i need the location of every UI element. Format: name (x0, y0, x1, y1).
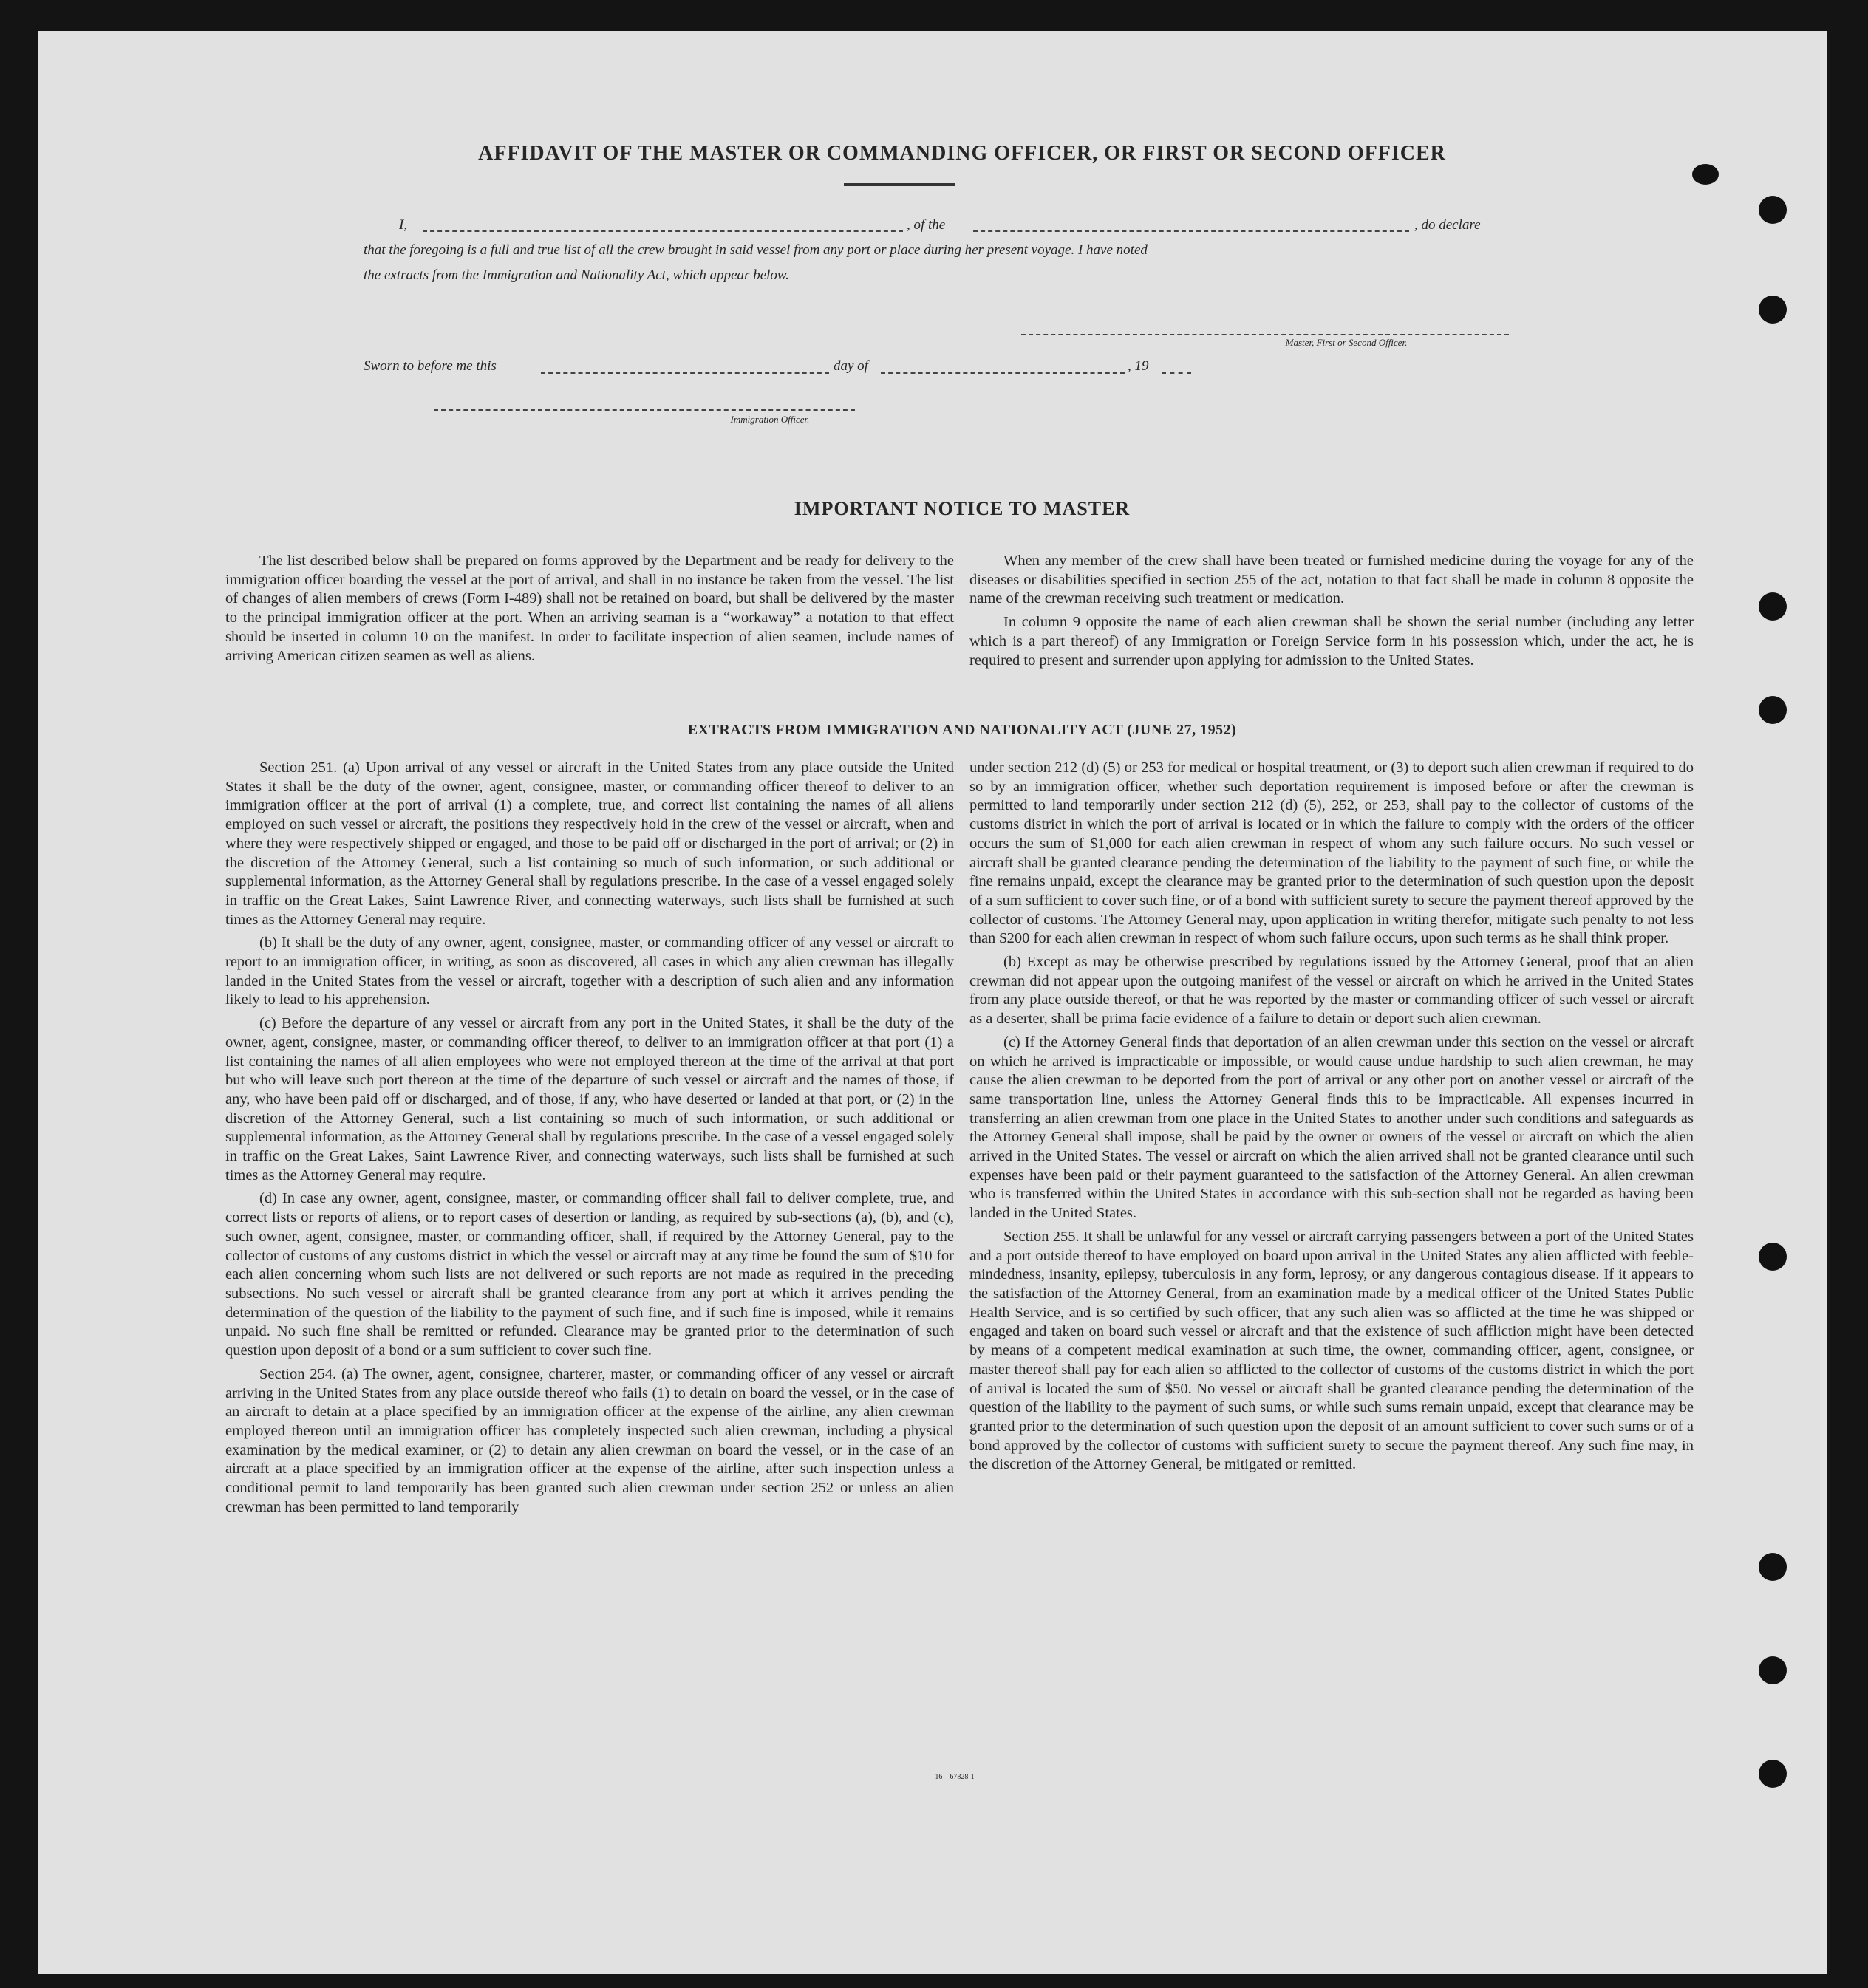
binder-hole (1759, 1243, 1787, 1271)
day-of-label: day of (834, 358, 868, 374)
extracts-right-column (969, 759, 1694, 1479)
immigration-officer-signature-field[interactable] (434, 409, 855, 411)
section-251-d: (d) In case any owner, agent, consignee, master, or commanding officer shall fail to deliver complete, true, and correct lists or reports of aliens, or to report cases of desertion or landing, as required by sub-sections (a), (b), and (c), such owner, agent, consignee, master, or commanding officer, shall, if required by the Attorney General, pay to the collector of customs of any customs district in which the vessel or aircraft may at any time be found the sum of $10 for each alien concerning whom such lists are not delivered or such reports are not made as required in the preceding subsections. No such vessel or aircraft shall be granted clearance from any port at which it arrives pending the determination of the question of the liability to the payment of such fine, and if such fine is imposed, while it remains unpaid. No such fine shall be remitted or refunded. Clearance may be granted prior to the determination of such question upon deposit of a bond or a sum sufficient to cover such fine. (225, 1190, 954, 1359)
sworn-day-field[interactable] (541, 372, 829, 374)
extracts-left-column (225, 759, 954, 1521)
sworn-label: Sworn to before me this (364, 358, 497, 374)
statement-line-1: that the foregoing is a full and true list of all the crew brought in said vessel from any port or place during her present voyage. I have noted (364, 242, 1148, 258)
sworn-month-field[interactable] (881, 372, 1125, 374)
do-declare-label: , do declare (1414, 217, 1481, 233)
declare-i-label: I, (399, 217, 408, 233)
declarant-name-field[interactable] (423, 230, 903, 232)
master-signature-field[interactable] (1021, 334, 1509, 335)
master-signature-label: Master, First or Second Officer. (1285, 337, 1408, 348)
section-254-a: Section 254. (a) The owner, agent, consignee, charterer, master, or commanding officer of any vessel or aircraft arriving in the United States from any place outside thereof who fails (1) to detain on board the vessel, or in the case of an aircraft to detain at a place specified by an immigration officer at the expense of the airline, any alien crewman employed thereon until an immigration officer has completely inspected such alien crewman, including a physical examination by the medical examiner, or (2) to detain any alien crewman on board the vessel, or in the case of an aircraft at a place specified by an immigration officer at the expense of the airline, after such inspection unless a conditional permit to land temporarily has been granted such alien crewman under section 252 or unless an alien crewman has been permitted to land temporarily (225, 1365, 954, 1515)
binder-clip-mark (1692, 164, 1719, 185)
notice-left-column (225, 552, 954, 670)
notice-left-paragraph: The list described below shall be prepared on forms approved by the Department and be ready for delivery to the immigration officer boarding the vessel at the port of arrival, and shall in no instance be taken from the vessel. The list of changes of alien members of crews (Form I-489) shall not be retained on board, but shall be delivered by the master to the principal immigration officer at the port. When an arriving seaman is a “workaway” a notation to that effect should be inserted in column 10 on the manifest. In order to facilitate inspection of alien seamen, include names of arriving American citizen seamen as well as aliens. (225, 553, 954, 664)
section-251-c: (c) Before the departure of any vessel or aircraft from any port in the United States, it shall be the duty of the owner, agent, consignee, master, or commanding officer thereof, to deliver to an immigration officer at that port (1) a list containing the names of all alien employees who were not employed thereon at the time of the arrival at that port but who will leave such port thereon at the time of the departure of such vessel or aircraft and the names of those, if any, who have been paid off or discharged, and of those, if any, who have deserted or landed at that port, or (2) in the discretion of the Attorney General, such a list containing so much of such information, or such additional or supplemental information, as the Attorney General shall by regulations prescribe. In the case of a vessel engaged solely in traffic on the Great Lakes, Saint Lawrence River, and connecting waterways, such lists shall be furnished at such times as the Attorney General may require. (225, 1015, 954, 1183)
notice-right-paragraph-1: When any member of the crew shall have been treated or furnished medicine during the voyage for any of the diseases or disabilities specified in section 255 of the act, notation to that fact shall be made in column 8 opposite the name of the crewman receiving such treatment or medication. (969, 553, 1694, 607)
statement-line-2: the extracts from the Immigration and Nationality Act, which appear below. (364, 267, 789, 283)
year-label: , 19 (1128, 358, 1149, 374)
section-254-c: (c) If the Attorney General finds that deportation of an alien crewman under this section on the vessel or aircraft on which he arrived is impracticable or impossible, or would cause undue hardship to such alien crewman, he may cause the alien crewman to be deported from the port of arrival or any other port on another vessel or aircraft of the same transportation line, unless the Attorney General finds this to be impracticable. All expenses incurred in transferring an alien crewman from one place in the United States to another under such conditions and safeguards as the Attorney General shall impose, shall be paid by the owner or owners of the vessel or aircraft on which the alien arrived in the United States. The vessel or aircraft on which the alien arrived shall not be granted clearance until such expenses have been paid or their payment guaranteed to the satisfaction of the Attorney General. An alien crewman who is transferred within the United States in accordance with this sub-section shall not be regarded as having been landed in the United States. (969, 1034, 1694, 1222)
document-page (38, 31, 1827, 1974)
binder-hole (1759, 1656, 1787, 1684)
binder-hole (1759, 1553, 1787, 1581)
sworn-year-field[interactable] (1162, 372, 1191, 374)
binder-hole (1759, 592, 1787, 621)
notice-right-paragraph-2: In column 9 opposite the name of each alien crewman shall be shown the serial number (including any letter which is a part thereof) of any Immigration or Foreign Service form in his possession which, under the act, he is required to present and surrender upon applying for admission to the United States. (969, 614, 1694, 669)
section-254-a-continued: under section 212 (d) (5) or 253 for medical or hospital treatment, or (3) to deport such alien crewman if required to do so by an immigration officer, whether such deportation requirement is imposed before or after the crewman is permitted to land temporarily under section 212 (d) (5), 252, or 253, shall pay to the collector of customs of the customs district in which the port of arrival is located or in which the failure to comply with the orders of the officer occurs the sum of $1,000 for each alien crewman in respect of whom any such failure occurs. No such vessel or aircraft shall be granted clearance pending the determination of the liability to the payment of such fine, or while the fine remains unpaid, except the clearance may be granted prior to the determination of such question upon the deposit of a sum sufficient to cover such fine, or of a bond with sufficient surety to secure the payment thereof approved by the collector of customs. The Attorney General may, upon application in writing therefor, mitigate such penalty to not less than $200 for each alien crewman in respect of whom such failure occurs, upon such terms as he shall think proper. (969, 759, 1694, 947)
binder-hole (1759, 696, 1787, 724)
title-rule (844, 183, 955, 186)
section-251-b: (b) It shall be the duty of any owner, agent, consignee, master, or commanding officer of any vessel or aircraft to report to an immigration officer, in writing, as soon as discovered, all cases in which any alien crewman has illegally landed in the United States from the vessel or aircraft, together with a description of such alien and any information likely to lead to his apprehension. (225, 935, 954, 1008)
binder-hole (1759, 296, 1787, 324)
notice-right-column (969, 552, 1694, 674)
of-the-label: , of the (907, 217, 946, 233)
section-254-b: (b) Except as may be otherwise prescribed by regulations issued by the Attorney General, proof that an alien crewman did not appear upon the outgoing manifest of the vessel or aircraft on which he arrived in the United States from any place outside thereof, or that he was reported by the master or commanding officer of such vessel or aircraft as a deserter, shall be prima facie evidence of a failure to detain or deport such alien crewman. (969, 954, 1694, 1028)
binder-hole (1759, 1760, 1787, 1788)
vessel-name-field[interactable] (973, 230, 1409, 232)
extracts-title: EXTRACTS FROM IMMIGRATION AND NATIONALITY ACT (JUNE 27, 1952) (687, 722, 1237, 738)
immigration-officer-label: Immigration Officer. (730, 414, 810, 425)
form-code: 16—67828-1 (935, 1773, 975, 1781)
notice-title: IMPORTANT NOTICE TO MASTER (794, 498, 1131, 519)
binder-hole (1759, 196, 1787, 224)
affidavit-title: AFFIDAVIT OF THE MASTER OR COMMANDING OFFICER, OR FIRST OR SECOND OFFICER (478, 142, 1446, 165)
section-251-a: Section 251. (a) Upon arrival of any vessel or aircraft in the United States from any place outside the United States it shall be the duty of the owner, agent, consignee, master, or commanding officer thereof to deliver to an immigration officer at the port of arrival (1) a complete, true, and correct list containing the names of all aliens employed on such vessel or aircraft, the positions they respectively hold in the crew of the vessel or aircraft, when and where they were respectively shipped or engaged, and those to be paid off or discharged in the port of arrival; or (2) in the discretion of the Attorney General, such a list containing so much of such information, or such additional or supplemental information, as the Attorney General shall by regulations prescribe. In the case of a vessel engaged solely in traffic on the Great Lakes, Saint Lawrence River, and connecting waterways, such lists shall be furnished at such times as the Attorney General may require. (225, 759, 954, 928)
section-255: Section 255. It shall be unlawful for any vessel or aircraft carrying passengers between a port of the United States and a port outside thereof to have employed on board upon arrival in the United States any alien afflicted with feeble-mindedness, insanity, epilepsy, tuberculosis in any form, leprosy, or any dangerous contagious disease. If it appears to the satisfaction of the Attorney General, from an examination made by a medical officer of the United States Public Health Service, and is so certified by such officer, that any such alien was so afflicted at the time he was shipped or engaged and taken on board such vessel or aircraft and that the existence of such affliction might have been detected by means of a competent medical examination at such time, the owner, commanding officer, agent, consignee, or master thereof shall pay for each alien so afflicted to the collector of customs of the customs district in which the port of arrival is located the sum of $50. No vessel or aircraft shall be granted clearance pending the determination of the question of the liability to the payment of such sums, or while such sums remain unpaid, except that clearance may be granted prior to the determination of such question upon the deposit of an amount sufficient to cover such sums or of a bond approved by the collector of customs with sufficient surety to secure the payment thereof. Any such fine may, in the discretion of the Attorney General, be mitigated or remitted. (969, 1228, 1694, 1473)
